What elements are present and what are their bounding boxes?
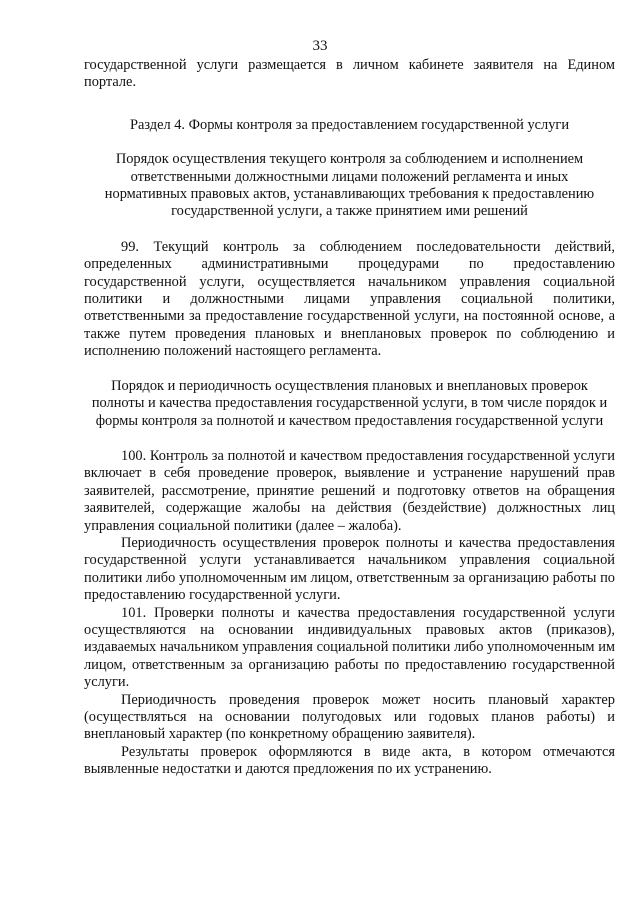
subheading-periodicity: Порядок и периодичность осуществления плановых и внеплановых проверок полноты и качества предоставления государственной услуги, в том числе порядок и формы контроля за полнотой и качеством предоставления государственной услуги <box>91 377 608 429</box>
section-title: Раздел 4. Формы контроля за предоставлением государственной услуги <box>129 116 570 133</box>
paragraph-101-results: Результаты проверок оформляются в виде акта, в котором отмечаются выявленные недостатки и даются предложения по их устранению. <box>84 743 615 778</box>
document-body <box>84 57 615 779</box>
subheading-current-control: Порядок осуществления текущего контроля за соблюдением и исполнением ответственными должностными лицами положений регламента и иных нормативных правовых актов, устанавливающих требования к предоставлению государственной услуги, а также принятием ими решений <box>104 151 595 220</box>
paragraph-100: 100. Контроль за полнотой и качеством предоставления государственной услуги включает в себя проведение проверок, выявление и устранение нарушений прав заявителей, рассмотрение, принятие решений и подготовку ответов на обращения заявителей, содержащие жалобы на действия (бездействие) должностных лиц управления социальной политики (далее – жалоба). <box>84 447 615 534</box>
paragraph-101: 101. Проверки полноты и качества предоставления государственной услуги осуществляются на основании индивидуальных правовых актов (приказов), издаваемых начальником управления социальной политики либо уполномоченным им лицом, ответственным за организацию работы по предоставлению государственной услуги. <box>84 604 615 691</box>
paragraph-101-character: Периодичность проведения проверок может носить плановый характер (осуществляться на основании полугодовых или годовых планов работы) и внеплановый характер (по конкретному обращению заявителя). <box>84 691 615 743</box>
continuation-paragraph: государственной услуги размещается в личном кабинете заявителя на Едином портале. <box>84 57 615 91</box>
paragraph-99: 99. Текущий контроль за соблюдением последовательности действий, определенных административными процедурами по предоставлению государственной услуги, осуществляется начальником управления социальной политики и должностными лицами управления социальной политики, ответственными за предоставление государственной услуги, на постоянной основе, а также путем проведения плановых и внеплановых проверок по соблюдению и исполнению положений настоящего регламента. <box>84 238 615 360</box>
paragraph-100-periodicity: Периодичность осуществления проверок полноты и качества предоставления государственной услуги устанавливается начальником управления социальной политики либо уполномоченным им лицом, ответственным за организацию работы по предоставлению государственной услуги. <box>84 534 615 604</box>
page-number: 33 <box>312 38 328 54</box>
